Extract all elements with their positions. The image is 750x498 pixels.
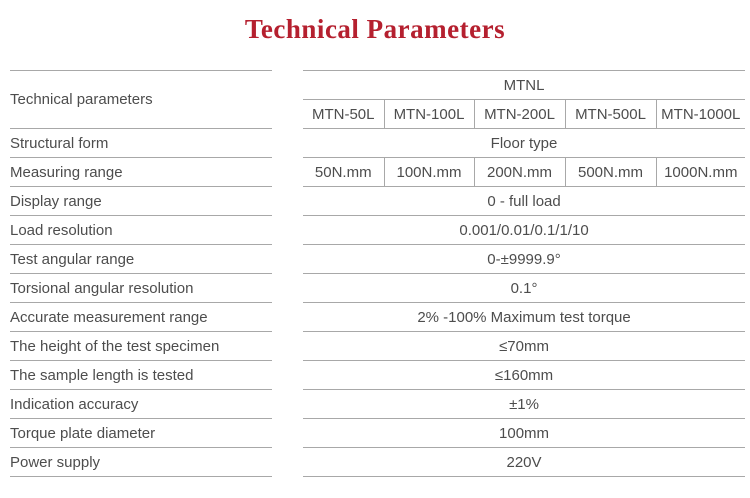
range-value-cell: 200N.mm [474,158,565,187]
corner-label-cell: Technical parameters [10,71,272,129]
param-label-cell: Torsional angular resolution [10,274,272,303]
param-label-cell: Torque plate diameter [10,419,272,448]
param-label-cell: Structural form [10,129,272,158]
range-value-cell: 1000N.mm [656,158,745,187]
table-row [10,216,745,245]
range-value-cell: 500N.mm [565,158,656,187]
param-label-cell: Load resolution [10,216,272,245]
param-value-cell: Floor type [303,129,745,158]
param-value-cell: ±1% [303,390,745,419]
param-label-cell: Power supply [10,448,272,477]
param-label-cell: Display range [10,187,272,216]
table-row [10,71,745,100]
param-label-cell: The sample length is tested [10,361,272,390]
table-row [10,274,745,303]
range-value-cell: 50N.mm [303,158,384,187]
param-value-cell: ≤160mm [303,361,745,390]
range-value-cell: 100N.mm [384,158,474,187]
page-title: Technical Parameters [244,14,506,44]
param-label-cell: Indication accuracy [10,390,272,419]
table-row [10,361,745,390]
param-label-cell: Measuring range [10,158,272,187]
model-header-cell: MTN-500L [565,100,656,129]
brand-header-cell: MTNL [303,71,745,100]
table-row [10,129,745,158]
param-value-cell: 100mm [303,419,745,448]
table-row [10,187,745,216]
spec-table [10,70,745,477]
table-row [10,303,745,332]
spacer-cell [272,71,303,477]
table-row [10,332,745,361]
param-value-cell: 220V [303,448,745,477]
model-header-cell: MTN-50L [303,100,384,129]
param-label-cell: Accurate measurement range [10,303,272,332]
table-row-measuring-range [10,158,745,187]
table-row [10,448,745,477]
param-value-cell: 2% -100% Maximum test torque [303,303,745,332]
model-header-cell: MTN-200L [474,100,565,129]
param-label-cell: Test angular range [10,245,272,274]
param-value-cell: 0 - full load [303,187,745,216]
table-row [10,419,745,448]
model-header-cell: MTN-1000L [656,100,745,129]
param-value-cell: 0.001/0.01/0.1/1/10 [303,216,745,245]
param-value-cell: ≤70mm [303,332,745,361]
table-row [10,390,745,419]
model-header-cell: MTN-100L [384,100,474,129]
table-row [10,245,745,274]
param-label-cell: The height of the test specimen [10,332,272,361]
param-value-cell: 0.1° [303,274,745,303]
param-value-cell: 0-±9999.9° [303,245,745,274]
